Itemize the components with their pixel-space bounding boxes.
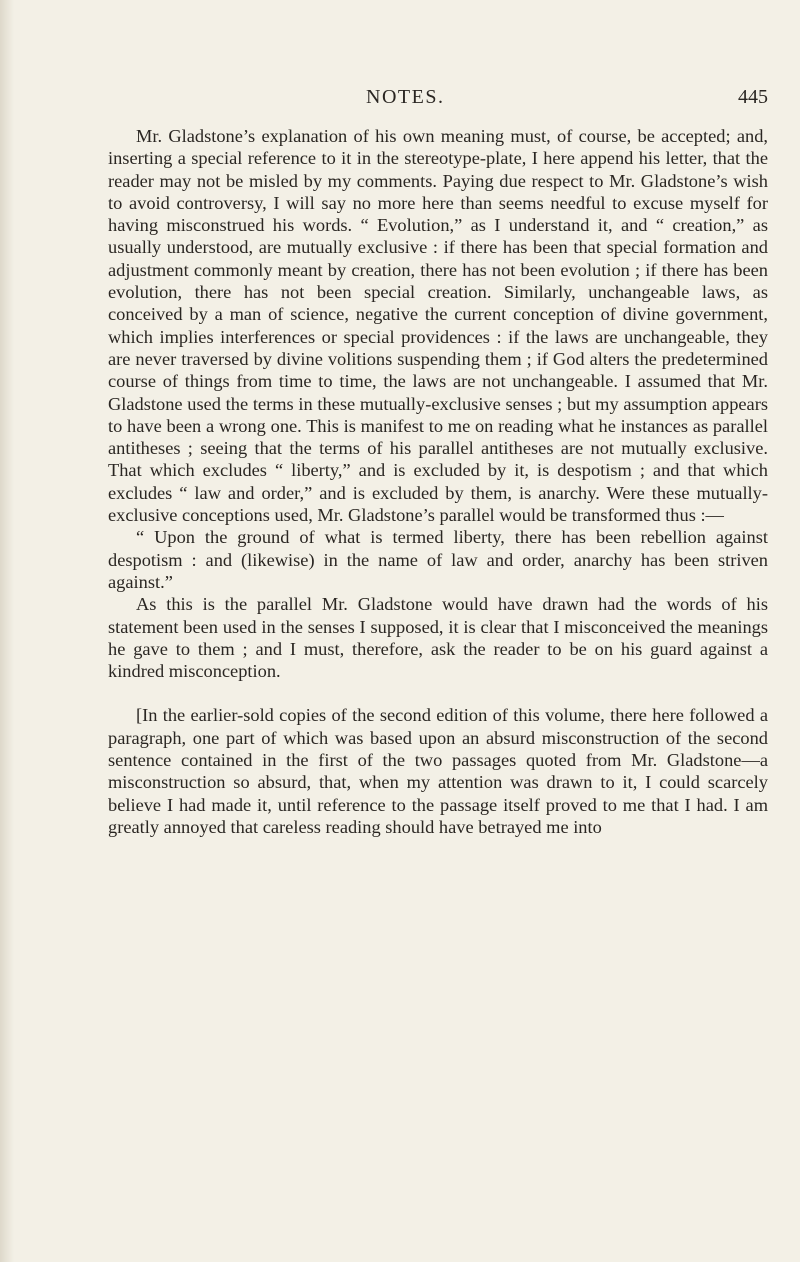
paragraph-explanation: Mr. Gladstone’s explanation of his own meaning must, of course, be accepted; and, inserting a special reference to it in the stereotype-plate, I here append his letter, that the reader may not be misled by my comments. Paying due respect to Mr. Gladstone’s wish to avoid controversy, I will say no more here than seems needful to excuse myself for having misconstrued his words. “ Evolution,” as I understand it, and “ creation,” as usually understood, are mutually exclusive : if there has been that special formation and adjustment commonly meant by creation, there has not been evolution ; if there has been evolution, there has not been special creation. Similarly, unchangeable laws, as conceived by a man of science, negative the current conception of divine government, which implies interferences or special providences : if the laws are unchangeable, they are never traversed by divine volitions suspending them ; if God alters the predetermined course of things from time to time, the laws are not unchangeable. I assumed that Mr. Gladstone used the terms in these mutually-exclusive senses ; but my assumption appears to have been a wrong one. This is manifest to me on reading what he instances as parallel antitheses ; seeing that the terms of his parallel antitheses are not mutually exclusive. That which excludes “ liberty,” and is excluded by it, is despotism ; and that which excludes “ law and order,” and is excluded by them, is anarchy. Were these mutually-exclusive conceptions used, Mr. Gladstone’s parallel would be transformed thus :— (108, 126, 768, 526)
body-text (108, 125, 768, 838)
paragraph-quotation: “ Upon the ground of what is termed liberty, there has been rebellion against despotism : and (likewise) in the name of law and order, anarchy has been striven against.” (108, 527, 768, 592)
paragraph-bracketed-note: [In the earlier-sold copies of the second edition of this volume, there here followed a paragraph, one part of which was based upon an absurd misconstruction of the second sentence contained in the first of the two passages quoted from Mr. Gladstone—a misconstruction so absurd, that, when my attention was drawn to it, I could scarcely believe I had made it, until reference to the passage itself proved to me that I had. I am greatly annoyed that careless reading should have betrayed me into (108, 705, 768, 837)
paragraph-parallel: As this is the parallel Mr. Gladstone would have drawn had the words of his statement been used in the senses I supposed, it is clear that I misconceived the meanings he gave to them ; and I must, therefore, ask the reader to be on his guard against a kindred misconception. (108, 594, 768, 682)
binding-shadow (0, 0, 14, 1262)
running-head: NOTES. (366, 86, 445, 108)
page-number: 445 (738, 86, 768, 108)
page-header (108, 86, 768, 110)
